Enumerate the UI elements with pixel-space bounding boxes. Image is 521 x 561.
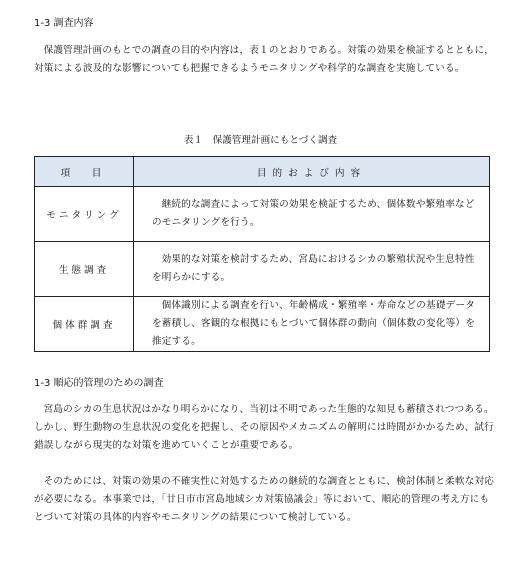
table-header-content: 目的および内容 (134, 157, 490, 187)
table-caption: 表１ 保護管理計画にもとづく調査 (183, 135, 338, 146)
section-heading-adaptive-management: 1-3 順応的管理のための調査 (34, 378, 164, 389)
table-cell-content: 効果的な対策を検討するため、宮島におけるシカの繁殖状況や生息特性を明らかにする。 (134, 242, 490, 297)
table-cell-item: モニタリング (35, 187, 134, 242)
section-paragraph-adaptive-2: そのためには、対策の効果の不確実性に対処するための継続的な調査とともに、検討体制と柔軟な対応が必要になる。本事業では，「廿日市市宮島地域シカ対策協議会」等において、順応的管理の考え方にもとづいて対策の具体的内容やモニタリングの結果について検討している。 (34, 476, 495, 523)
section-heading-survey-contents: 1-3 調査内容 (34, 18, 94, 29)
table-header-item: 項 目 (35, 157, 134, 187)
survey-table (34, 156, 490, 352)
table-row (35, 297, 490, 352)
table-cell-item: 個体群調査 (35, 297, 134, 352)
table-cell-item: 生態調査 (35, 242, 134, 297)
section-paragraph-survey-contents: 保護管理計画のもとでの調査の目的や内容は，表１のとおりである。対策の効果を検証するとともに，対策による波及的な影響についても把握できるようモニタリングや科学的な調査を実施している。 (34, 45, 495, 74)
table-row (35, 187, 490, 242)
table-row (35, 242, 490, 297)
section-paragraph-adaptive-1: 宮島のシカの生息状況はかなり明らかになり、当初は不明であった生態的な知見も蓄積されつつある。しかし、野生動物の生息状況の変化を把握し、その原因やメカニズムの解明には時間がかかるため、試行錯誤しながら現実的な対策を進めていくことが重要である。 (34, 404, 494, 451)
table-header-row (35, 157, 490, 187)
table-cell-content: 個体識別による調査を行い、年齢構成・繁殖率・寿命などの基礎データを蓄積し、客観的な根拠にもとづいて個体群の動向（個体数の変化等）を推定する。 (134, 297, 490, 352)
table-cell-content: 継続的な調査によって対策の効果を検証するため、個体数や繁殖率などのモニタリングを行う。 (134, 187, 490, 242)
